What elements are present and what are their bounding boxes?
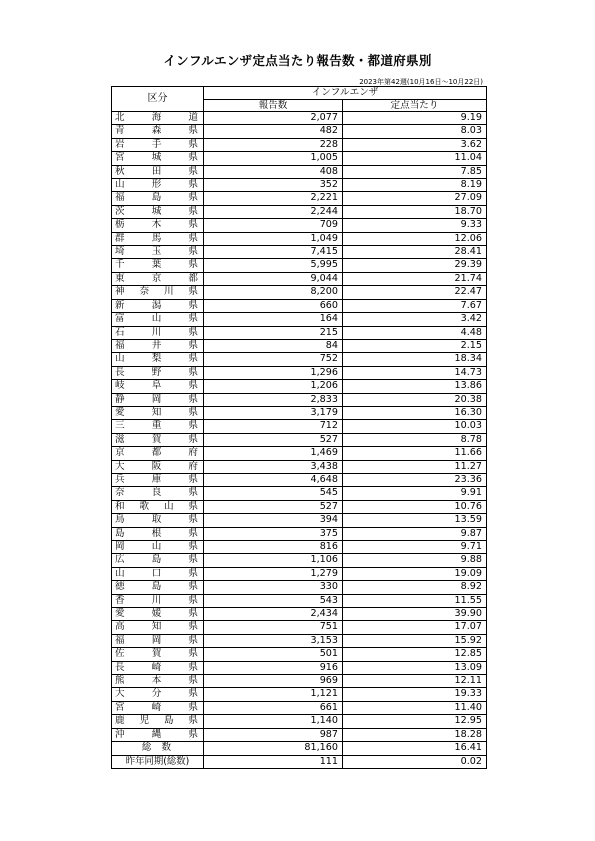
prefecture-name-text: 和 歌 山 県 (115, 500, 198, 512)
prefecture-name (112, 272, 204, 285)
per-site-value: 11.66 (343, 447, 487, 460)
prefecture-name (112, 554, 204, 567)
prefecture-name-text: 奈 良 県 (115, 487, 198, 499)
per-site-value: 13.59 (343, 514, 487, 527)
per-site-value: 13.86 (343, 380, 487, 393)
per-site-value: 13.09 (343, 661, 487, 674)
prefecture-name (112, 701, 204, 714)
prefecture-name (112, 715, 204, 728)
prefecture-name (112, 152, 204, 165)
table-row (112, 473, 487, 486)
reports-value: 1,005 (204, 152, 343, 165)
per-site-value: 19.09 (343, 567, 487, 580)
total-per-site: 16.41 (343, 742, 487, 755)
prefecture-name-text: 広 島 県 (115, 554, 198, 566)
table-row (112, 138, 487, 151)
prefecture-name (112, 621, 204, 634)
table-row (112, 393, 487, 406)
table-row (112, 112, 487, 125)
table-row (112, 608, 487, 621)
prefecture-name-text: 福 島 県 (115, 192, 198, 204)
reports-value: 4,648 (204, 473, 343, 486)
total-row (112, 742, 487, 755)
table-row (112, 259, 487, 272)
prefecture-name-text: 茨 城 県 (115, 205, 198, 217)
prefecture-name-text: 三 重 県 (115, 420, 198, 432)
table-row (112, 554, 487, 567)
table-row (112, 165, 487, 178)
reports-value: 228 (204, 138, 343, 151)
previous-year-reports: 111 (204, 755, 343, 768)
prefecture-name (112, 219, 204, 232)
table-row (112, 688, 487, 701)
per-site-header: 定点当たり (343, 99, 487, 112)
reports-value: 3,438 (204, 460, 343, 473)
prefecture-name (112, 500, 204, 513)
per-site-value: 8.78 (343, 433, 487, 446)
prefecture-name (112, 192, 204, 205)
table-row (112, 366, 487, 379)
prefecture-name (112, 339, 204, 352)
prefecture-name (112, 366, 204, 379)
per-site-value: 12.06 (343, 232, 487, 245)
prefecture-name-text: 沖 縄 県 (115, 728, 198, 740)
total-reports: 81,160 (204, 742, 343, 755)
table-row (112, 541, 487, 554)
per-site-value: 15.92 (343, 634, 487, 647)
prefecture-name (112, 112, 204, 125)
reports-value: 751 (204, 621, 343, 634)
prefecture-name (112, 165, 204, 178)
prefecture-name (112, 406, 204, 419)
per-site-value: 22.47 (343, 286, 487, 299)
prefecture-name-text: 福 岡 県 (115, 634, 198, 646)
prefecture-name (112, 380, 204, 393)
prefecture-name (112, 473, 204, 486)
per-site-value: 18.70 (343, 205, 487, 218)
table-row (112, 728, 487, 741)
prefecture-name (112, 487, 204, 500)
table-row (112, 272, 487, 285)
prefecture-name-text: 東 京 都 (115, 272, 198, 284)
per-site-value: 11.40 (343, 701, 487, 714)
reports-value: 482 (204, 125, 343, 138)
table-row (112, 527, 487, 540)
table-row (112, 406, 487, 419)
per-site-value: 12.95 (343, 715, 487, 728)
table-row (112, 205, 487, 218)
per-site-value: 20.38 (343, 393, 487, 406)
prefecture-name-text: 鳥 取 県 (115, 514, 198, 526)
prefecture-name-text: 香 川 県 (115, 594, 198, 606)
table-row (112, 648, 487, 661)
area-header: 区分 (112, 87, 204, 112)
table-row (112, 621, 487, 634)
table-row (112, 460, 487, 473)
reports-value: 969 (204, 675, 343, 688)
table-row (112, 125, 487, 138)
reports-value: 1,206 (204, 380, 343, 393)
reports-value: 660 (204, 299, 343, 312)
prefecture-name-text: 島 根 県 (115, 527, 198, 539)
per-site-value: 2.15 (343, 339, 487, 352)
prefecture-name-text: 秋 田 県 (115, 165, 198, 177)
per-site-value: 7.67 (343, 299, 487, 312)
reports-value: 816 (204, 541, 343, 554)
table-row (112, 326, 487, 339)
reports-value: 752 (204, 353, 343, 366)
prefecture-name-text: 宮 城 県 (115, 152, 198, 164)
prefecture-name-text: 愛 知 県 (115, 406, 198, 418)
report-period: 2023年第42週(10月16日～10月22日) (359, 78, 483, 86)
per-site-value: 9.91 (343, 487, 487, 500)
reports-value: 2,833 (204, 393, 343, 406)
per-site-value: 14.73 (343, 366, 487, 379)
prefecture-name-text: 兵 庫 県 (115, 473, 198, 485)
reports-value: 1,049 (204, 232, 343, 245)
prefecture-name (112, 393, 204, 406)
reports-value: 375 (204, 527, 343, 540)
prefecture-name (112, 232, 204, 245)
reports-value: 1,106 (204, 554, 343, 567)
table-row (112, 634, 487, 647)
per-site-value: 9.33 (343, 219, 487, 232)
table-row (112, 567, 487, 580)
per-site-value: 10.03 (343, 420, 487, 433)
prefecture-name-text: 大 分 県 (115, 688, 198, 700)
table-row (112, 286, 487, 299)
prefecture-name-text: 佐 賀 県 (115, 648, 198, 660)
prefecture-name (112, 648, 204, 661)
reports-value: 543 (204, 594, 343, 607)
table-row (112, 246, 487, 259)
table-row (112, 232, 487, 245)
per-site-value: 8.03 (343, 125, 487, 138)
prefecture-name (112, 460, 204, 473)
prefecture-name (112, 594, 204, 607)
reports-value: 712 (204, 420, 343, 433)
prefecture-name (112, 246, 204, 259)
reports-value: 3,153 (204, 634, 343, 647)
table-row (112, 581, 487, 594)
prefecture-name (112, 581, 204, 594)
per-site-value: 8.92 (343, 581, 487, 594)
reports-value: 1,279 (204, 567, 343, 580)
prefecture-name-text: 宮 崎 県 (115, 701, 198, 713)
reports-value: 661 (204, 701, 343, 714)
reports-value: 8,200 (204, 286, 343, 299)
reports-value: 1,121 (204, 688, 343, 701)
prefecture-name (112, 299, 204, 312)
prefecture-name-text: 鹿 児 島 県 (115, 715, 198, 727)
table-row (112, 192, 487, 205)
reports-value: 1,140 (204, 715, 343, 728)
table-row (112, 701, 487, 714)
prefecture-name (112, 326, 204, 339)
prefecture-name-text: 青 森 県 (115, 125, 198, 137)
prefecture-name-text: 石 川 県 (115, 326, 198, 338)
prefecture-name-text: 岩 手 県 (115, 138, 198, 150)
previous-year-row (112, 755, 487, 768)
prefecture-name-text: 岐 阜 県 (115, 380, 198, 392)
prefecture-name (112, 420, 204, 433)
table-row (112, 500, 487, 513)
per-site-value: 3.42 (343, 313, 487, 326)
table-row (112, 514, 487, 527)
influenza-group-header: インフルエンザ (204, 87, 487, 100)
table-row (112, 313, 487, 326)
prefecture-name (112, 433, 204, 446)
per-site-value: 18.28 (343, 728, 487, 741)
per-site-value: 16.30 (343, 406, 487, 419)
reports-value: 545 (204, 487, 343, 500)
per-site-value: 19.33 (343, 688, 487, 701)
influenza-table (111, 86, 487, 769)
prefecture-name (112, 514, 204, 527)
table-row (112, 219, 487, 232)
reports-value: 7,415 (204, 246, 343, 259)
per-site-value: 28.41 (343, 246, 487, 259)
prefecture-name (112, 728, 204, 741)
reports-value: 394 (204, 514, 343, 527)
reports-value: 2,077 (204, 112, 343, 125)
prefecture-name-text: 栃 木 県 (115, 219, 198, 231)
per-site-value: 11.04 (343, 152, 487, 165)
reports-header: 報告数 (204, 99, 343, 112)
table-row (112, 299, 487, 312)
prefecture-name (112, 447, 204, 460)
reports-value: 215 (204, 326, 343, 339)
prefecture-name (112, 286, 204, 299)
prefecture-name (112, 353, 204, 366)
table-row (112, 420, 487, 433)
prefecture-name (112, 179, 204, 192)
per-site-value: 17.07 (343, 621, 487, 634)
per-site-value: 12.85 (343, 648, 487, 661)
prefecture-name-text: 千 葉 県 (115, 259, 198, 271)
prefecture-name-text: 静 岡 県 (115, 393, 198, 405)
per-site-value: 21.74 (343, 272, 487, 285)
table-row (112, 594, 487, 607)
per-site-value: 9.88 (343, 554, 487, 567)
prefecture-name (112, 608, 204, 621)
reports-value: 2,221 (204, 192, 343, 205)
reports-value: 501 (204, 648, 343, 661)
prefecture-name (112, 634, 204, 647)
reports-value: 916 (204, 661, 343, 674)
per-site-value: 9.71 (343, 541, 487, 554)
previous-year-per-site: 0.02 (343, 755, 487, 768)
per-site-value: 8.19 (343, 179, 487, 192)
per-site-value: 10.76 (343, 500, 487, 513)
table-row (112, 179, 487, 192)
per-site-value: 12.11 (343, 675, 487, 688)
prefecture-name-text: 京 都 府 (115, 447, 198, 459)
table-row (112, 715, 487, 728)
table-row (112, 152, 487, 165)
prefecture-name-text: 滋 賀 県 (115, 433, 198, 445)
reports-value: 2,434 (204, 608, 343, 621)
prefecture-name (112, 205, 204, 218)
table-row (112, 380, 487, 393)
per-site-value: 11.27 (343, 460, 487, 473)
per-site-value: 18.34 (343, 353, 487, 366)
reports-value: 408 (204, 165, 343, 178)
prefecture-name-text: 神 奈 川 県 (115, 286, 198, 298)
table-row (112, 447, 487, 460)
table-row (112, 353, 487, 366)
prefecture-name (112, 527, 204, 540)
reports-value: 527 (204, 500, 343, 513)
reports-value: 1,469 (204, 447, 343, 460)
prefecture-name-text: 埼 玉 県 (115, 246, 198, 258)
reports-value: 330 (204, 581, 343, 594)
table-row (112, 433, 487, 446)
prefecture-name-text: 北 海 道 (115, 112, 198, 123)
per-site-value: 4.48 (343, 326, 487, 339)
per-site-value: 29.39 (343, 259, 487, 272)
per-site-value: 9.19 (343, 112, 487, 125)
prefecture-name (112, 138, 204, 151)
prefecture-name (112, 661, 204, 674)
reports-value: 3,179 (204, 406, 343, 419)
reports-value: 5,995 (204, 259, 343, 272)
reports-value: 164 (204, 313, 343, 326)
prefecture-name (112, 541, 204, 554)
table-row (112, 339, 487, 352)
page-title: インフルエンザ定点当たり報告数・都道府県別 (163, 53, 432, 68)
reports-value: 709 (204, 219, 343, 232)
reports-value: 2,244 (204, 205, 343, 218)
prefecture-name-text: 群 馬 県 (115, 232, 198, 244)
reports-value: 84 (204, 339, 343, 352)
per-site-value: 3.62 (343, 138, 487, 151)
prefecture-name (112, 675, 204, 688)
reports-value: 527 (204, 433, 343, 446)
prefecture-name-text: 長 崎 県 (115, 661, 198, 673)
prefecture-name (112, 313, 204, 326)
previous-year-label: 昨年同期(総数) (112, 755, 204, 768)
table-row (112, 487, 487, 500)
prefecture-name-text: 岡 山 県 (115, 541, 198, 552)
prefecture-name-text: 山 口 県 (115, 567, 198, 579)
prefecture-name (112, 688, 204, 701)
prefecture-name-text: 徳 島 県 (115, 581, 198, 593)
prefecture-name-text: 大 阪 府 (115, 460, 198, 472)
reports-value: 352 (204, 179, 343, 192)
reports-value: 987 (204, 728, 343, 741)
prefecture-name-text: 愛 媛 県 (115, 608, 198, 620)
per-site-value: 39.90 (343, 608, 487, 621)
total-label: 総数 (112, 742, 204, 755)
reports-value: 9,044 (204, 272, 343, 285)
prefecture-name-text: 長 野 県 (115, 366, 198, 378)
prefecture-name (112, 125, 204, 138)
prefecture-name-text: 富 山 県 (115, 313, 198, 325)
per-site-value: 11.55 (343, 594, 487, 607)
prefecture-rows (112, 112, 487, 742)
prefecture-name-text: 熊 本 県 (115, 675, 198, 687)
per-site-value: 9.87 (343, 527, 487, 540)
prefecture-name-text: 山 梨 県 (115, 353, 198, 365)
reports-value: 1,296 (204, 366, 343, 379)
per-site-value: 23.36 (343, 473, 487, 486)
prefecture-name (112, 259, 204, 272)
per-site-value: 27.09 (343, 192, 487, 205)
prefecture-name-text: 高 知 県 (115, 621, 198, 633)
prefecture-name-text: 新 潟 県 (115, 299, 198, 311)
prefecture-name-text: 福 井 県 (115, 339, 198, 351)
prefecture-name (112, 567, 204, 580)
table-row (112, 661, 487, 674)
prefecture-name-text: 山 形 県 (115, 179, 198, 191)
per-site-value: 7.85 (343, 165, 487, 178)
table-row (112, 675, 487, 688)
